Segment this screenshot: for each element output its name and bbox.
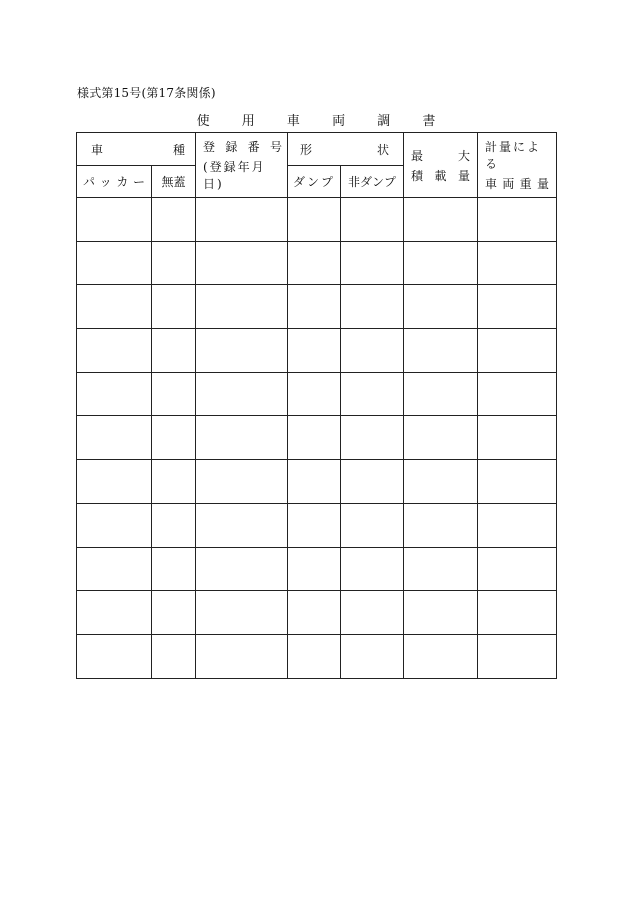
header-char: 重 bbox=[519, 177, 532, 191]
table-cell[interactable] bbox=[341, 547, 404, 591]
table-cell[interactable] bbox=[196, 241, 288, 285]
table-cell[interactable] bbox=[478, 198, 557, 242]
table-row bbox=[77, 416, 557, 460]
table-cell[interactable] bbox=[152, 329, 196, 373]
header-char: 車 bbox=[91, 142, 104, 157]
table-row bbox=[77, 198, 557, 242]
table-cell[interactable] bbox=[77, 547, 152, 591]
table-row bbox=[77, 503, 557, 547]
table-row bbox=[77, 329, 557, 373]
table-cell[interactable] bbox=[478, 460, 557, 504]
table-cell[interactable] bbox=[341, 198, 404, 242]
table-cell[interactable] bbox=[152, 460, 196, 504]
table-cell[interactable] bbox=[152, 372, 196, 416]
header-char: 番 bbox=[247, 140, 260, 154]
table-cell[interactable] bbox=[404, 634, 478, 678]
header-registration-date: (登録年月日) bbox=[203, 160, 266, 191]
table-cell[interactable] bbox=[152, 241, 196, 285]
table-cell[interactable] bbox=[77, 634, 152, 678]
header-registration bbox=[196, 133, 288, 198]
title-char: 使 bbox=[196, 114, 210, 129]
header-packer bbox=[77, 166, 152, 198]
table-cell[interactable] bbox=[341, 591, 404, 635]
header-max-load bbox=[404, 133, 478, 198]
header-char: 録 bbox=[225, 140, 238, 154]
table-cell[interactable] bbox=[77, 460, 152, 504]
table-cell[interactable] bbox=[341, 329, 404, 373]
table-cell[interactable] bbox=[404, 329, 478, 373]
header-char: 大 bbox=[457, 148, 470, 163]
table-cell[interactable] bbox=[341, 460, 404, 504]
table-cell[interactable] bbox=[341, 285, 404, 329]
header-vehicle-weight bbox=[478, 133, 557, 198]
header-char: 最 bbox=[411, 148, 424, 163]
table-cell[interactable] bbox=[288, 372, 341, 416]
table-cell[interactable] bbox=[404, 416, 478, 460]
table-cell[interactable] bbox=[341, 634, 404, 678]
table-cell[interactable] bbox=[404, 241, 478, 285]
table-cell[interactable] bbox=[77, 329, 152, 373]
header-char: 量 bbox=[536, 177, 549, 191]
header-char: 登 bbox=[203, 140, 216, 154]
table-cell[interactable] bbox=[77, 285, 152, 329]
table-cell[interactable] bbox=[341, 241, 404, 285]
header-char: 両 bbox=[502, 177, 515, 191]
table-cell[interactable] bbox=[288, 285, 341, 329]
table-cell[interactable] bbox=[196, 547, 288, 591]
table-row bbox=[77, 460, 557, 504]
table-cell[interactable] bbox=[478, 241, 557, 285]
document-title bbox=[76, 110, 556, 129]
table-cell[interactable] bbox=[288, 503, 341, 547]
table-cell[interactable] bbox=[288, 460, 341, 504]
header-weight-line1: 計量による bbox=[485, 140, 542, 171]
table-row bbox=[77, 285, 557, 329]
table-cell[interactable] bbox=[478, 503, 557, 547]
header-char: 状 bbox=[376, 142, 389, 157]
header-char: カ bbox=[116, 175, 129, 189]
title-char: 書 bbox=[422, 114, 436, 129]
header-dump: ダンプ bbox=[288, 166, 341, 198]
table-cell[interactable] bbox=[196, 198, 288, 242]
table-cell[interactable] bbox=[288, 416, 341, 460]
table-cell[interactable] bbox=[152, 198, 196, 242]
table-cell[interactable] bbox=[341, 503, 404, 547]
table-cell[interactable] bbox=[341, 372, 404, 416]
table-cell[interactable] bbox=[196, 416, 288, 460]
table-row bbox=[77, 547, 557, 591]
header-char: 積 bbox=[411, 168, 424, 183]
header-non-dump: 非ダンプ bbox=[341, 166, 404, 198]
table-cell[interactable] bbox=[288, 547, 341, 591]
header-char: 載 bbox=[434, 168, 447, 183]
header-char: 車 bbox=[485, 177, 498, 191]
table-cell[interactable] bbox=[77, 372, 152, 416]
header-shape bbox=[288, 133, 404, 166]
table-cell[interactable] bbox=[288, 329, 341, 373]
table-cell[interactable] bbox=[196, 634, 288, 678]
table-cell[interactable] bbox=[152, 416, 196, 460]
table-cell[interactable] bbox=[196, 285, 288, 329]
table-cell[interactable] bbox=[404, 372, 478, 416]
table-cell[interactable] bbox=[478, 591, 557, 635]
table-cell[interactable] bbox=[404, 198, 478, 242]
table-cell[interactable] bbox=[152, 591, 196, 635]
table-cell[interactable] bbox=[404, 460, 478, 504]
table-cell[interactable] bbox=[196, 591, 288, 635]
table-cell[interactable] bbox=[152, 503, 196, 547]
table-cell[interactable] bbox=[404, 591, 478, 635]
table-cell[interactable] bbox=[196, 329, 288, 373]
header-char: 号 bbox=[269, 140, 282, 154]
header-char: 量 bbox=[457, 168, 470, 183]
table-cell[interactable] bbox=[404, 285, 478, 329]
table-cell[interactable] bbox=[478, 634, 557, 678]
table-cell[interactable] bbox=[152, 547, 196, 591]
header-char: パ bbox=[83, 175, 96, 189]
table-cell[interactable] bbox=[77, 198, 152, 242]
table-cell[interactable] bbox=[196, 460, 288, 504]
table-cell[interactable] bbox=[478, 285, 557, 329]
table-cell[interactable] bbox=[196, 372, 288, 416]
title-char: 用 bbox=[241, 114, 255, 129]
vehicle-table bbox=[76, 132, 557, 679]
header-char: 形 bbox=[300, 142, 313, 157]
table-cell[interactable] bbox=[288, 591, 341, 635]
table-row bbox=[77, 591, 557, 635]
title-char: 両 bbox=[332, 114, 346, 129]
table-cell[interactable] bbox=[478, 372, 557, 416]
table-cell[interactable] bbox=[288, 198, 341, 242]
table-cell[interactable] bbox=[288, 634, 341, 678]
table-cell[interactable] bbox=[478, 329, 557, 373]
header-char: ッ bbox=[99, 175, 112, 189]
table-cell[interactable] bbox=[77, 241, 152, 285]
table-cell[interactable] bbox=[77, 416, 152, 460]
table-row bbox=[77, 241, 557, 285]
table-cell[interactable] bbox=[404, 547, 478, 591]
table-cell[interactable] bbox=[152, 285, 196, 329]
table-cell[interactable] bbox=[341, 416, 404, 460]
table-cell[interactable] bbox=[478, 416, 557, 460]
title-char: 車 bbox=[286, 114, 300, 129]
table-cell[interactable] bbox=[404, 503, 478, 547]
table-cell[interactable] bbox=[77, 591, 152, 635]
table-cell[interactable] bbox=[77, 503, 152, 547]
table-row bbox=[77, 634, 557, 678]
table-cell[interactable] bbox=[196, 503, 288, 547]
header-vehicle-type bbox=[77, 133, 196, 166]
header-no-lid: 無蓋 bbox=[152, 166, 196, 198]
table-cell[interactable] bbox=[152, 634, 196, 678]
title-char: 調 bbox=[377, 114, 391, 129]
header-char: ー bbox=[132, 175, 145, 189]
table-cell[interactable] bbox=[478, 547, 557, 591]
form-number: 様式第15号(第17条関係) bbox=[77, 86, 216, 100]
header-char: 種 bbox=[172, 142, 185, 157]
table-cell[interactable] bbox=[288, 241, 341, 285]
table-row bbox=[77, 372, 557, 416]
